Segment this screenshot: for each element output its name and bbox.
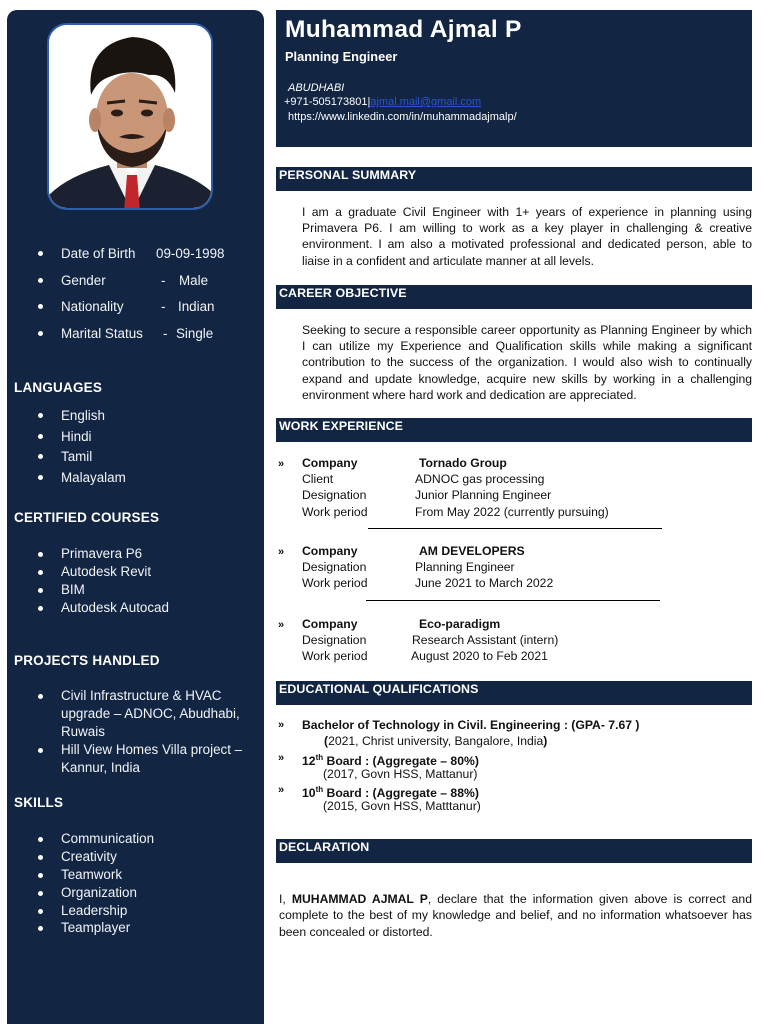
linkedin-link[interactable]: https://www.linkedin.com/in/muhammadajmalp/ [288, 111, 517, 123]
summary-text: I am a graduate Civil Engineer with 1+ years of experience in planning using Primavera P6. I am willing to work as a key player in challenging & creative environment. I am also a motivated professional and dedicated person, able to liaise in a confident and articulate manner at all levels. [302, 205, 752, 268]
languages-list [38, 406, 126, 488]
declarant-name: MUHAMMAD AJMAL P [291, 892, 428, 906]
job-entry [278, 616, 748, 665]
job-field-label: Company [302, 617, 358, 631]
work-heading: WORK EXPERIENCE [276, 418, 752, 442]
job-field-label: Designation [302, 560, 367, 575]
job-field-value: August 2020 to Feb 2021 [411, 649, 548, 664]
education-heading: EDUCATIONAL QUALIFICATIONS [276, 681, 752, 705]
job-field-value: Research Assistant (intern) [412, 633, 559, 648]
job-field-value: Junior Planning Engineer [415, 488, 552, 503]
project-item: Hill View Homes Villa project – Kannur, India [38, 741, 248, 777]
job-field-value: ADNOC gas processing [415, 472, 545, 487]
bullet-marker: » [278, 458, 285, 470]
declaration-text: I, MUHAMMAD AJMAL P, declare that the information given above is correct and complete to the best of my knowledge and belief, and no information whatsoever has been concealed or distorted. [279, 892, 752, 939]
candidate-role: Planning Engineer [285, 49, 398, 64]
objective-text: Seeking to secure a responsible career opportunity as Planning Engineer by which I can utilize my Experience and Qualification skills while making a significant contribution to the success of the organization. I would also wish to continually expand and update knowledge, acquire new skills by working in a challenging environment where hard work and dedication are appreciated. [302, 323, 752, 402]
job-field-label: Client [302, 472, 334, 487]
skills-list [38, 830, 154, 937]
bullet-marker: » [278, 752, 285, 764]
company-name: Tornado Group [419, 456, 507, 470]
skill-item: Communication [38, 830, 154, 848]
course-item: Autodesk Revit [38, 563, 169, 581]
job-divider [368, 528, 662, 529]
personal-item-gender: Gender - Male [38, 271, 225, 298]
education-detail: (2015, Govn HSS, Matttanur) [323, 799, 481, 813]
profile-photo [47, 23, 213, 210]
resume-header [276, 10, 752, 147]
email-link[interactable]: ajmal.mail@gmail.com [370, 96, 482, 108]
personal-details-list [38, 244, 225, 351]
course-item: Autodesk Autocad [38, 599, 169, 617]
job-field-label: Designation [302, 633, 367, 648]
course-item: BIM [38, 581, 169, 599]
bullet-marker: » [278, 784, 285, 796]
job-field-label: Work period [302, 649, 368, 664]
job-divider [366, 600, 660, 601]
projects-heading: PROJECTS HANDLED [14, 653, 160, 668]
declaration-heading: DECLARATION [276, 839, 752, 863]
education-title: Bachelor of Technology in Civil. Engineering : (GPA- 7.67 ) [302, 718, 640, 732]
personal-item-dob: Date of Birth 09-09-1998 [38, 244, 225, 271]
candidate-city: ABUDHABI [288, 82, 345, 94]
company-name: AM DEVELOPERS [419, 544, 525, 558]
job-field-label: Work period [302, 504, 368, 519]
education-title: 10th Board : (Aggregate – 88%) [302, 785, 479, 801]
language-item: Tamil [38, 447, 126, 468]
education-item [278, 750, 748, 784]
job-field-value: From May 2022 (currently pursuing) [415, 504, 609, 519]
project-item: Civil Infrastructure & HVAC upgrade – ADNOC, Abudhabi, Ruwais [38, 687, 248, 741]
bullet-marker: » [278, 619, 285, 631]
summary-heading: PERSONAL SUMMARY [276, 167, 752, 191]
education-detail: (2017, Govn HSS, Mattanur) [323, 767, 478, 781]
education-item [278, 782, 748, 816]
skill-item: Leadership [38, 902, 154, 920]
bullet-marker: » [278, 546, 285, 558]
job-entry [278, 455, 748, 520]
job-field-value: Planning Engineer [415, 560, 515, 575]
job-field-label: Company [302, 456, 358, 470]
language-item: Malayalam [38, 468, 126, 489]
projects-list [38, 687, 248, 777]
job-field-label: Designation [302, 488, 367, 503]
bullet-marker: » [278, 719, 285, 731]
job-field-label: Company [302, 544, 358, 558]
personal-item-marital-status: Marital Status - Single [38, 324, 225, 351]
contact-separator: | [367, 96, 371, 108]
languages-heading: LANGUAGES [14, 380, 103, 395]
skill-item: Creativity [38, 848, 154, 866]
candidate-name: Muhammad Ajmal P [285, 16, 522, 43]
skill-item: Organization [38, 884, 154, 902]
objective-heading: CAREER OBJECTIVE [276, 285, 752, 309]
skills-heading: SKILLS [14, 795, 64, 810]
contact-line [284, 96, 481, 108]
skill-item: Teamwork [38, 866, 154, 884]
language-item: English [38, 406, 126, 427]
personal-item-nationality: Nationality - Indian [38, 297, 225, 324]
education-title: 12th Board : (Aggregate – 80%) [302, 753, 479, 769]
job-entry [278, 543, 748, 592]
education-detail: (2021, Christ university, Bangalore, India) [324, 734, 548, 748]
language-item: Hindi [38, 427, 126, 448]
job-field-label: Work period [302, 576, 368, 591]
course-item: Primavera P6 [38, 545, 169, 563]
courses-list [38, 545, 169, 617]
company-name: Eco-paradigm [419, 617, 501, 631]
courses-heading: CERTIFIED COURSES [14, 510, 160, 525]
phone-number: +971-505173801 [284, 96, 368, 108]
job-field-value: June 2021 to March 2022 [415, 576, 554, 591]
education-item [278, 717, 748, 751]
skill-item: Teamplayer [38, 919, 154, 937]
